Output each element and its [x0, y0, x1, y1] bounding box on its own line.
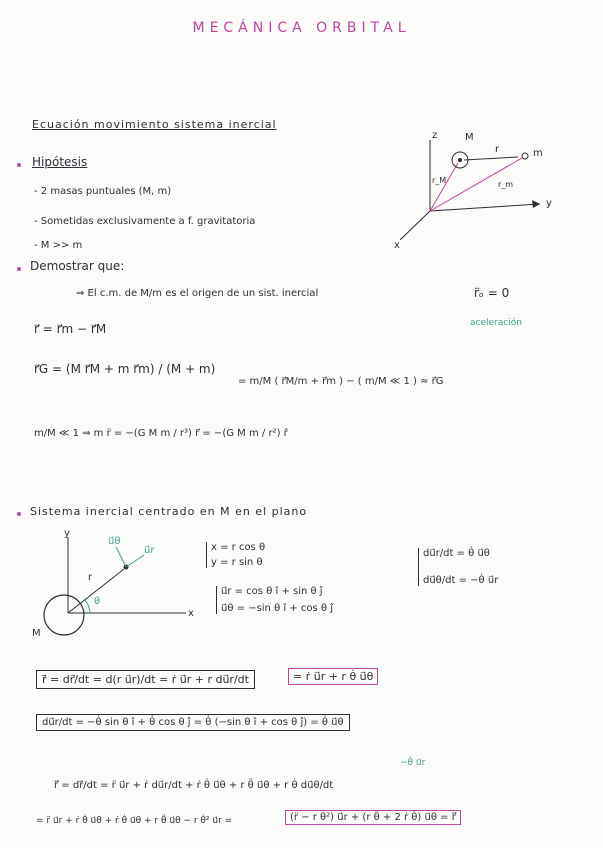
unit-vector-label-ur: u⃗r — [144, 545, 155, 556]
velocity-result: = ṙ u⃗r + r θ̇ u⃗θ — [288, 668, 378, 685]
equation-center-mass: r⃗G = (M r⃗M + m r⃗m) / (M + m) — [34, 362, 216, 376]
sys3-line-1: du⃗r/dt = θ̇ u⃗θ — [423, 548, 490, 559]
hipotesis-label: Hipótesis — [32, 155, 88, 169]
demostrar-label: Demostrar que: — [30, 259, 125, 273]
axis-label-y: y — [546, 198, 552, 209]
center-label-M: M — [32, 628, 41, 639]
section-heading-plano: Sistema inercial centrado en M en el plano — [30, 505, 308, 518]
bullet-hipotesis — [17, 163, 21, 167]
mass-label-m: m — [533, 148, 543, 159]
hipotesis-item-3: - M >> m — [34, 240, 83, 251]
vector-label-rm: r_m — [498, 180, 514, 189]
bullet-demostrar — [17, 267, 21, 271]
axis-label-x: x — [394, 240, 400, 251]
acceleration-expansion: = r̈ u⃗r + ṙ θ̇ u⃗θ + ṙ θ̇ u⃗θ + r θ̈ u⃗θ − r θ̇² u⃗r = — [36, 816, 233, 826]
velocity-equation: ṙ⃗ = dr⃗/dt = d(r u⃗r)/dt = ṙ u⃗r + r du⃗r/dt — [36, 670, 255, 689]
system-cartesian — [206, 542, 265, 568]
axis2d-label-y: y — [64, 528, 70, 539]
sys1-line-2: y = r sin θ — [211, 557, 263, 568]
acceleration-note: −θ̇ u⃗r — [400, 758, 426, 768]
aceleracion-note: aceleración — [470, 318, 522, 328]
vector2d-label-r: r — [88, 572, 93, 583]
vector-label-rM: r_M — [432, 176, 447, 185]
claim-equation: r̈ₒ = 0 — [474, 286, 510, 300]
axis-label-z: z — [432, 130, 438, 141]
angle-label-theta: θ — [94, 596, 101, 607]
equation-relative-position: r⃗ = r⃗m − r⃗M — [34, 322, 107, 336]
unit-vector-derivative: du⃗r/dt = −θ̇ sin θ î + θ̇ cos θ ĵ = θ̇ (−sin θ î + cos θ ĵ) = θ̇ u⃗θ — [36, 714, 350, 731]
system-unit-derivatives — [418, 548, 498, 586]
system-unit-vectors — [216, 586, 333, 614]
unit-vector-label-utheta: u⃗θ — [108, 536, 121, 547]
hipotesis-item-1: - 2 masas puntuales (M, m) — [34, 186, 172, 197]
sys3-line-2: du⃗θ/dt = −θ̇ u⃗r — [423, 575, 499, 586]
mass-label-M: M — [465, 132, 474, 143]
vector-label-r: r — [495, 144, 500, 155]
sys2-line-1: u⃗r = cos θ î + sin θ ĵ — [221, 586, 323, 597]
acceleration-result: (r̈ − r θ̇²) u⃗r + (r θ̈ + 2 ṙ θ̇) u⃗θ = r̈⃗ — [285, 810, 461, 825]
bullet-sistema-plano — [17, 512, 21, 516]
page-title: MECÁNICA ORBITAL — [192, 20, 411, 36]
sys2-line-2: u⃗θ = −sin θ î + cos θ ĵ — [221, 603, 333, 614]
hipotesis-item-2: - Sometidas exclusivamente a f. gravitatoria — [34, 216, 256, 227]
orbital-3d-diagram — [380, 128, 580, 258]
sys1-line-1: x = r cos θ — [211, 542, 266, 553]
acceleration-equation: r̈⃗ = dṙ⃗/dt = r̈ u⃗r + ṙ du⃗r/dt + ṙ θ̇ u⃗θ + r θ̈ u⃗θ + r θ̇ du⃗θ/dt — [54, 780, 334, 791]
claim-text: ⇒ El c.m. de M/m es el origen de un sist. inercial — [76, 288, 319, 299]
equation-gravity-force: m/M ≪ 1 ⇒ m r̈ = −(G M m / r³) r⃗ = −(G M m / r²) r̂ — [34, 428, 288, 439]
section-heading-inercial: Ecuación movimiento sistema inercial — [32, 118, 277, 131]
axis2d-label-x: x — [188, 608, 194, 619]
equation-center-mass-approx: = m/M ( r⃗M/m + r⃗m ) − ( m/M ≪ 1 ) ≈ r⃗G — [238, 376, 444, 387]
